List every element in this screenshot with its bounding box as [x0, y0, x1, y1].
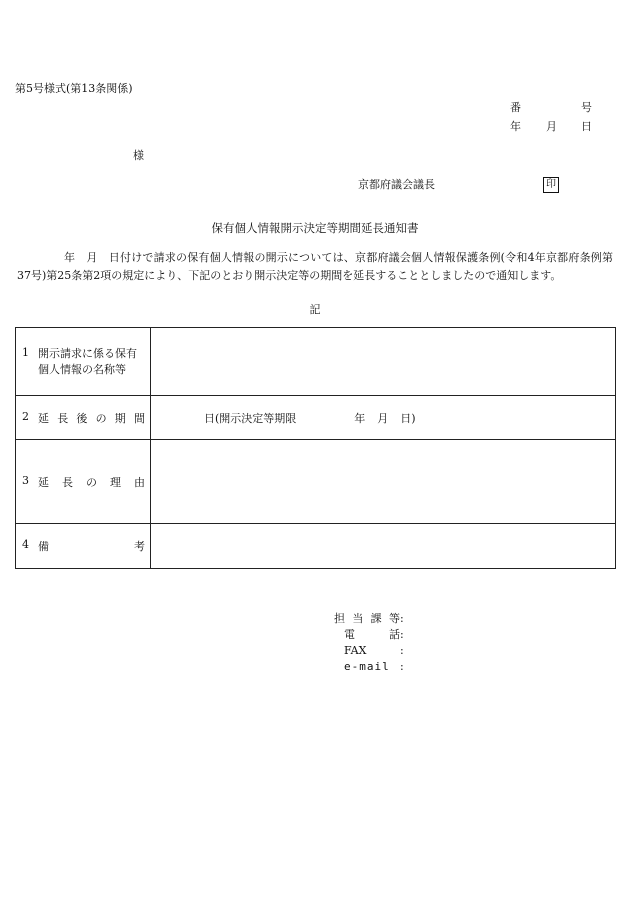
row-label-char: の	[95, 411, 107, 425]
row-label	[38, 410, 145, 426]
row2-value-cell[interactable]	[151, 396, 616, 440]
row-label-char: 延	[38, 475, 49, 489]
row-label-char: 長	[62, 475, 73, 489]
contact-email-label: e-mail	[344, 659, 390, 673]
date-year: 年	[510, 120, 521, 133]
row2-label-cell	[16, 396, 151, 440]
period-month-text: 月	[377, 411, 389, 425]
period-year-text: 年	[354, 411, 366, 425]
table-row	[16, 328, 616, 396]
row-label-char: 期	[114, 411, 126, 425]
document-number-label: 番	[510, 101, 521, 114]
row-number: 1	[22, 345, 29, 359]
row-label-char: 間	[133, 411, 145, 425]
notice-body: 年 月 日付けで請求の保有個人情報の開示については、京都府議会個人情報保護条例(令和4年京都府条例第37号)第25条第2項の規定により、下記のとおり開示決定等の期間を延長することとしましたので通知します。	[17, 251, 613, 282]
contact-block	[334, 610, 404, 674]
contact-colon: :	[400, 643, 404, 657]
contact-fax-label: FAX	[344, 643, 367, 657]
row-number: 4	[22, 538, 29, 551]
date-month: 月	[546, 120, 557, 133]
row1-label-cell	[16, 328, 151, 396]
row-label-char: 長	[57, 411, 69, 425]
date-day: 日	[581, 120, 592, 133]
contact-department-label: 担当課等	[334, 612, 400, 625]
row-label-char: 後	[76, 411, 88, 425]
contact-colon: :	[400, 659, 404, 673]
row-label-char: の	[86, 475, 97, 489]
period-day-text: 日(開示決定等期限	[204, 411, 297, 425]
extension-details-table	[15, 327, 616, 569]
row3-value-cell[interactable]	[151, 440, 616, 524]
contact-phone-label: 電話	[344, 628, 400, 641]
contact-row	[334, 658, 404, 674]
contact-row	[334, 626, 404, 642]
row-label	[38, 474, 145, 490]
contact-row	[334, 610, 404, 626]
row3-label-cell	[16, 440, 151, 524]
issuer-title: 京都府議会議長	[358, 178, 435, 191]
row-label-char: 理	[110, 475, 121, 489]
contact-colon: :	[400, 611, 404, 625]
contact-colon: :	[400, 627, 404, 641]
row1-value-cell[interactable]	[151, 328, 616, 396]
table-row	[16, 396, 616, 440]
row-label-char: 延	[38, 411, 49, 425]
row-label-char: 由	[134, 475, 145, 489]
document-number-suffix: 号	[581, 101, 592, 114]
row-label: 開示請求に係る保有個人情報の名称等	[38, 346, 137, 376]
row4-label-cell	[16, 524, 151, 569]
table-row	[16, 440, 616, 524]
seal-mark: 印	[543, 177, 559, 193]
form-number: 第5号様式(第13条関係)	[15, 82, 133, 95]
row-label-part: 備	[38, 540, 49, 553]
document-title: 保有個人情報開示決定等期間延長通知書	[211, 221, 419, 235]
row-number: 3	[22, 473, 29, 487]
row4-value-cell[interactable]	[151, 524, 616, 569]
ki-heading: 記	[309, 303, 321, 316]
period-day-close-text: 日)	[400, 411, 416, 425]
row-label-part: 考	[134, 540, 145, 553]
contact-row	[334, 642, 404, 658]
row-number: 2	[22, 409, 29, 423]
addressee-suffix: 様	[133, 149, 144, 162]
table-row	[16, 524, 616, 569]
